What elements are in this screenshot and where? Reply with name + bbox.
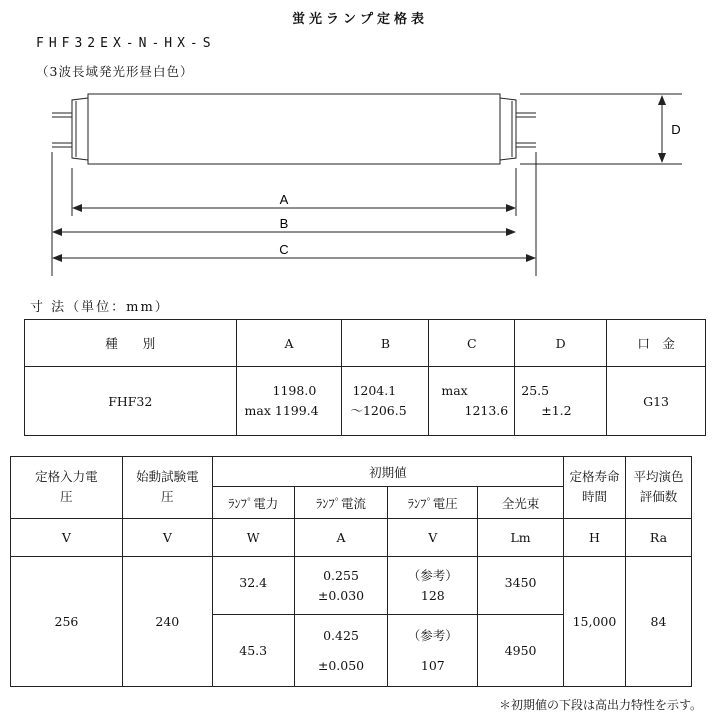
cell-cri: 84 [625, 557, 691, 687]
lamp-tube [88, 94, 500, 164]
cell-input-voltage: 256 [11, 557, 123, 687]
unit-life: H [563, 519, 625, 557]
unit-input-voltage: V [11, 519, 123, 557]
cell-flux-1: 3450 [478, 557, 564, 615]
cell-voltage-1: （参考） 128 [388, 557, 478, 615]
cell-current-2: 0.425 ±0.050 [294, 615, 388, 687]
cell-base: G13 [607, 367, 706, 436]
unit-voltage: V [388, 519, 478, 557]
unit-cri: Ra [625, 519, 691, 557]
header-type: 種 別 [25, 320, 237, 367]
unit-power: W [212, 519, 294, 557]
header-base: 口 金 [607, 320, 706, 367]
cell-b: 1204.1 ～1206.5 [342, 367, 429, 436]
header-total-flux: 全光束 [478, 487, 564, 519]
lamp-right-cap [500, 98, 516, 160]
unit-flux: Lm [478, 519, 564, 557]
header-a: A [236, 320, 342, 367]
header-d: D [515, 320, 607, 367]
unit-current: A [294, 519, 388, 557]
cell-start-voltage: 240 [122, 557, 212, 687]
cell-a: 1198.0 max 1199.4 [236, 367, 342, 436]
header-cri: 平均演色評価数 [625, 457, 691, 519]
header-lamp-voltage: ﾗﾝﾌﾟ電圧 [388, 487, 478, 519]
label-a: A [279, 192, 289, 207]
label-c: C [279, 242, 289, 257]
lamp-dimension-diagram [0, 80, 720, 285]
unit-start-voltage: V [122, 519, 212, 557]
header-initial-value: 初期値 [212, 457, 563, 487]
header-lamp-power: ﾗﾝﾌﾟ電力 [212, 487, 294, 519]
lamp-left-cap [72, 98, 88, 160]
header-b: B [342, 320, 429, 367]
cell-d: 25.5 ±1.2 [515, 367, 607, 436]
dimensions-section-title: 寸 法（単位：mm） [30, 300, 170, 315]
cell-type: FHF32 [25, 367, 237, 436]
header-lamp-current: ﾗﾝﾌﾟ電流 [294, 487, 388, 519]
cell-c: max 1213.6 [429, 367, 515, 436]
cell-flux-2: 4950 [478, 615, 564, 687]
dimensions-table [24, 319, 706, 436]
ratings-table [10, 456, 692, 687]
header-c: C [429, 320, 515, 367]
lamp-type-subtitle: （3波長域発光形昼白色） [36, 64, 194, 79]
cell-voltage-2: （参考） 107 [388, 615, 478, 687]
cell-life: 15,000 [563, 557, 625, 687]
footnote: ＊初期値の下段は高出力特性を示す。 [498, 698, 702, 712]
cell-power-2: 45.3 [212, 615, 294, 687]
header-rated-input-voltage: 定格入力電圧 [11, 457, 123, 519]
cell-power-1: 32.4 [212, 557, 294, 615]
header-start-test-voltage: 始動試験電圧 [122, 457, 212, 519]
table-row [11, 557, 692, 615]
model-number: FHF32EX-N-HX-S [36, 36, 216, 51]
document-title: 蛍光ランプ定格表 [291, 12, 428, 27]
cell-current-1: 0.255 ±0.030 [294, 557, 388, 615]
label-d: D [671, 122, 681, 137]
header-rated-life: 定格寿命時間 [563, 457, 625, 519]
label-b: B [279, 216, 289, 231]
